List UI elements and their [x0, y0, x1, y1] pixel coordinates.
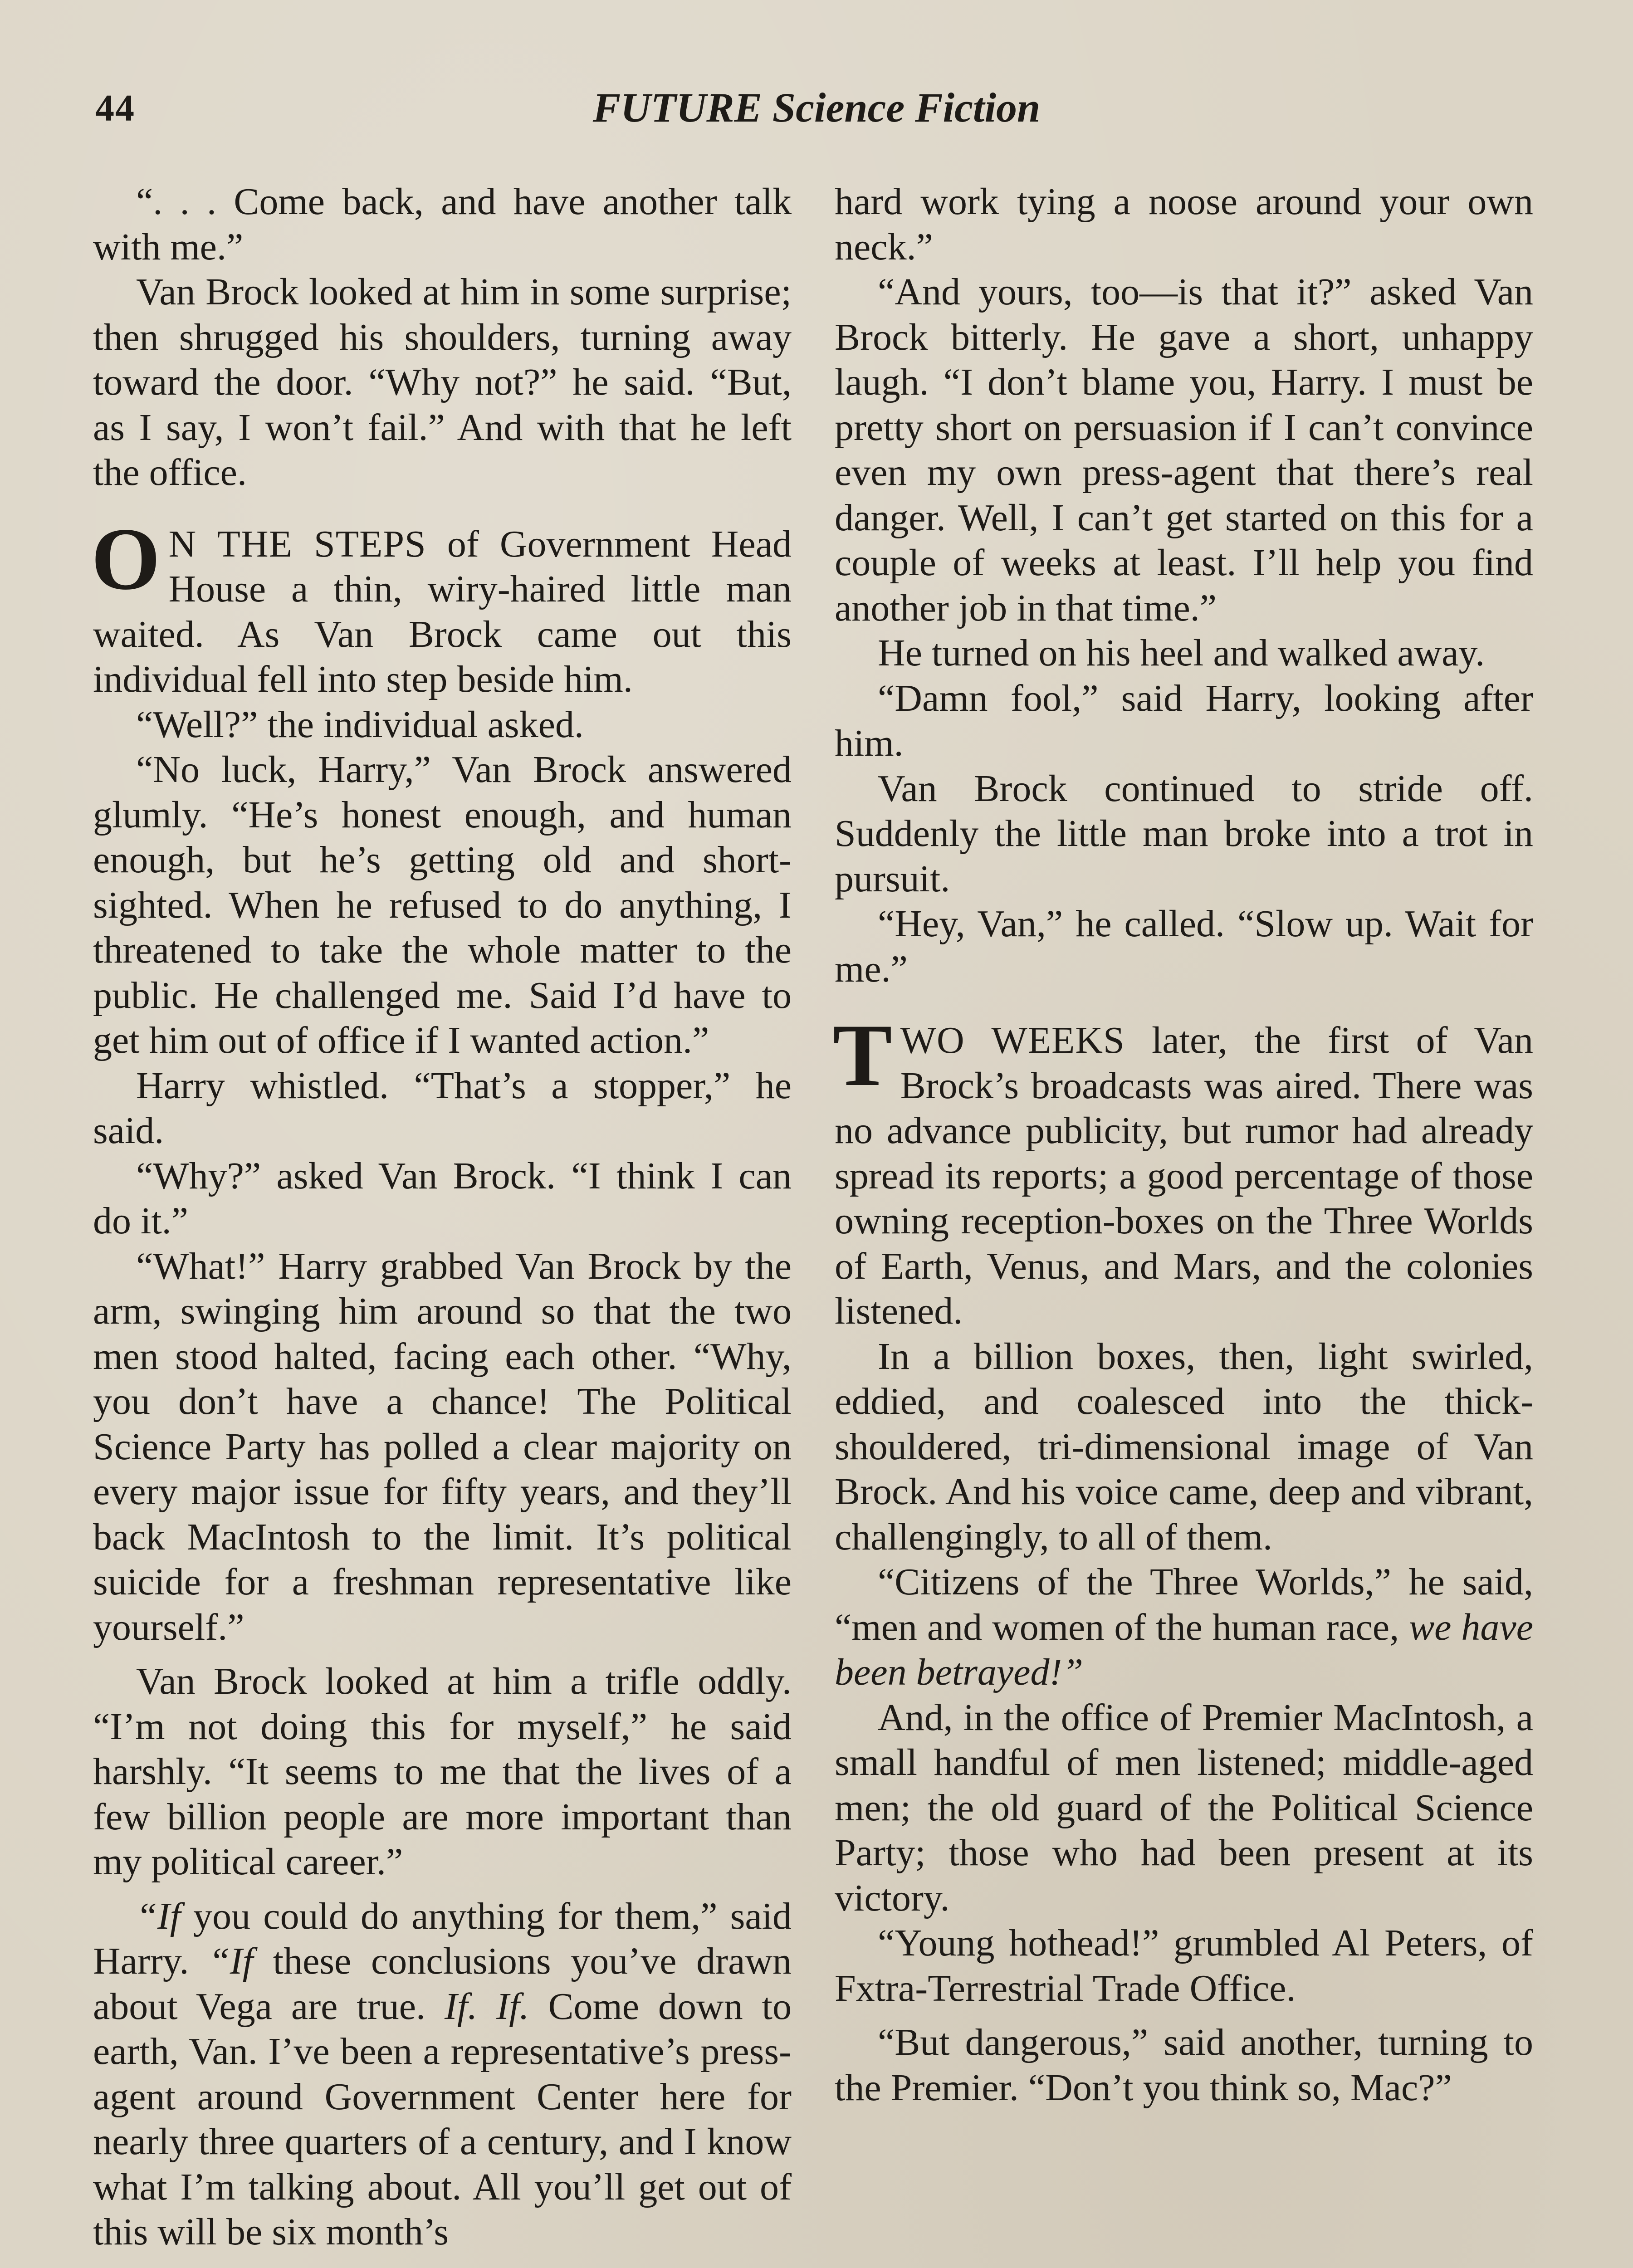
paragraph-text: Come down to earth, Van. I’ve been a representative’s press-agent around Government Center here for nearly three quarters of a century, and I know what I’m talking about. All you’ll get out of this will be six month’s	[93, 1985, 792, 2253]
page-number: 44	[95, 87, 135, 129]
page-header	[95, 86, 1538, 136]
italic-text: “If	[136, 1895, 181, 1937]
left-column	[93, 179, 792, 2255]
paragraph-text: you could do anything for them,” said Harry.	[93, 1895, 792, 1982]
italic-text: “If	[209, 1940, 254, 1982]
paragraph: “No luck, Harry,” Van Brock answered glumly. “He’s honest enough, and human enough, but he’s getting old and short-sighted. When he refused to do anything, I threatened to take the whole matter to the public. He challenged me. Said I’d have to get him out of office if I wanted action.”	[93, 748, 792, 1061]
paragraph: “Hey, Van,” he called. “Slow up. Wait for me.”	[835, 903, 1533, 990]
paragraph: He turned on his heel and walked away.	[878, 632, 1485, 674]
paragraph: Harry whistled. “That’s a stopper,” he said.	[93, 1064, 792, 1152]
paragraph-text: later, the first of Van Brock’s broadcasts was aired. There was no advance publicity, but rumor had already spread its reports; a good percentage of those owning reception-boxes on the Three Worlds of Earth, Venus, and Mars, and the colonies listened.	[835, 1019, 1534, 1332]
paragraph: And, in the office of Premier MacIntosh, a small handful of men listened; middle-aged men; the old guard of the Political Science Party; those who had been present at its victory.	[835, 1696, 1533, 1919]
small-caps-lead: WO WEEKS	[900, 1019, 1125, 1061]
paragraph: In a billion boxes, then, light swirled, eddied, and coalesced into the thick-shouldered, tri-dimensional image of Van Brock. And his voice came, deep and vibrant, challengingly, to all of them.	[835, 1335, 1533, 1558]
paragraph: “Young hothead!” grumbled Al Peters, of Fxtra-Terrestrial Trade Office.	[835, 1922, 1533, 2009]
paragraph	[93, 1894, 792, 2255]
paragraph-continued: hard work tying a noose around your own neck.”	[835, 181, 1533, 268]
paragraph: “. . . Come back, and have another talk with me.”	[93, 181, 792, 268]
italic-text: If. If.	[444, 1985, 529, 2028]
paragraph-text: of Government Head House a thin, wiry-haired little man waited. As Van Brock came out this individual fell into step beside him.	[93, 523, 792, 700]
paragraph: Van Brock looked at him in some surprise; then shrugged his shoulders, turning away toward the door. “Why not?” he said. “But, as I say, I won’t fail.” And with that he left the office.	[93, 271, 792, 494]
paragraph: Van Brock continued to stride off. Suddenly the little man broke into a trot in pursuit.	[835, 767, 1533, 900]
paragraph: Van Brock looked at him a trifle oddly. “I’m not doing this for myself,” he said harshly. “It seems to me that the lives of a few billion people are more important than my political career.”	[93, 1660, 792, 1883]
paragraph-text: “Citizens of the Three Worlds,” he said, “men and women of the human race,	[835, 1561, 1533, 1648]
italic-text: we have been betrayed!”	[835, 1606, 1533, 1693]
paragraph: “But dangerous,” said another, turning to the Premier. “Don’t you think so, Mac?”	[835, 2021, 1533, 2109]
paragraph: “Well?” the individual asked.	[136, 703, 584, 746]
section-opening-paragraph	[91, 509, 792, 702]
right-column	[835, 179, 1533, 2110]
small-caps-lead: N THE STEPS	[168, 523, 426, 565]
paragraph: “Damn fool,” said Harry, looking after him.	[835, 677, 1533, 764]
paragraph: “What!” Harry grabbed Van Brock by the arm, swinging him around so that the two men stood halted, facing each other. “Why, you don’t have a chance! The Political Science Party has polled a clear majority on every major issue for fifty years, and they’ll back MacIntosh to the limit. It’s political suicide for a freshman representative like yourself.”	[93, 1245, 792, 1648]
drop-cap: T	[833, 1006, 892, 1105]
paragraph: “Why?” asked Van Brock. “I think I can do it.”	[93, 1154, 792, 1242]
running-title: FUTURE Science Fiction	[592, 84, 1041, 131]
paragraph-text: these conclusions you’ve drawn about Vega are true.	[93, 1940, 792, 2028]
drop-cap: O	[91, 509, 161, 608]
paragraph: “And yours, too—is that it?” asked Van Brock bitterly. He gave a short, unhappy laugh. “I don’t blame you, Harry. I must be pretty short on persuasion if I can’t convince even my own press-agent that there’s real danger. Well, I can’t get started on this for a couple of weeks at least. I’ll help you find another job in that time.”	[835, 271, 1533, 629]
paragraph	[835, 1559, 1533, 1695]
section-opening-paragraph	[833, 1006, 1534, 1334]
